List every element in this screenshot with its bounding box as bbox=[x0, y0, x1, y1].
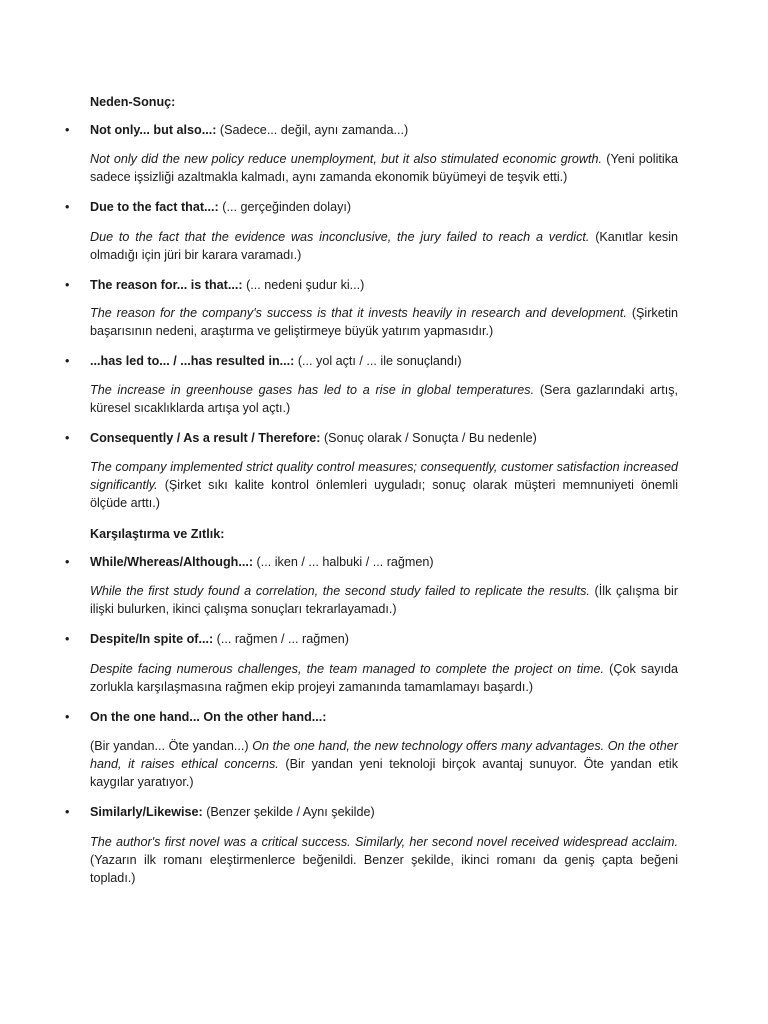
example-en: Not only did the new policy reduce unemployment, but it also stimulated economic growth. bbox=[90, 152, 602, 166]
meaning: (... gerçeğinden dolayı) bbox=[222, 200, 352, 214]
bullet-icon: • bbox=[65, 805, 70, 819]
example bbox=[90, 833, 678, 887]
example-en: On the one hand, the new technology offers many advantages. On the other hand, it raises ethical concerns. bbox=[90, 739, 679, 771]
list-item bbox=[65, 630, 678, 648]
bullet-icon: • bbox=[65, 354, 70, 368]
list-item bbox=[65, 708, 678, 726]
meaning: (... iken / ... halbuki / ... rağmen) bbox=[256, 555, 434, 569]
meaning: (Sadece... değil, aynı zamanda...) bbox=[219, 123, 409, 137]
term: The reason for... is that...: bbox=[90, 278, 243, 292]
example bbox=[90, 737, 678, 791]
meaning: (... yol açtı / ... ile sonuçlandı) bbox=[297, 354, 462, 368]
list-item bbox=[65, 352, 678, 370]
example bbox=[90, 228, 678, 264]
example bbox=[90, 660, 678, 696]
example-tr: (Bir yandan yeni teknoloji birçok avantaj sunuyor. Öte yandan etik kaygılar yaratıyor.) bbox=[90, 757, 679, 789]
term: Not only... but also...: bbox=[90, 123, 217, 137]
example bbox=[90, 458, 678, 512]
bullet-icon: • bbox=[65, 200, 70, 214]
bullet-icon: • bbox=[65, 632, 70, 646]
meaning: (Sonuç olarak / Sonuçta / Bu nedenle) bbox=[323, 431, 537, 445]
example-en: While the first study found a correlation, the second study failed to replicate the results. bbox=[90, 584, 590, 598]
list-item bbox=[65, 429, 678, 447]
list-item bbox=[65, 276, 678, 294]
bullet-icon: • bbox=[65, 123, 70, 137]
example-tr: (Sera gazlarındaki artış, küresel sıcaklıklarda artışa yol açtı.) bbox=[90, 383, 679, 415]
bullet-icon: • bbox=[65, 278, 70, 292]
term: Similarly/Likewise: bbox=[90, 805, 203, 819]
example-en: The increase in greenhouse gases has led to a rise in global temperatures. bbox=[90, 383, 535, 397]
list-item bbox=[65, 198, 678, 216]
section-heading: Karşılaştırma ve Zıtlık: bbox=[90, 527, 225, 541]
example-tr: (Şirketin başarısının nedeni, araştırma ve geliştirmeye büyük yatırım yapmasıdır.) bbox=[90, 306, 678, 338]
section-heading: Neden-Sonuç: bbox=[90, 95, 176, 109]
term: While/Whereas/Although...: bbox=[90, 555, 254, 569]
meaning: (... nedeni şudur ki...) bbox=[246, 278, 365, 292]
example-en: Despite facing numerous challenges, the team managed to complete the project on time. bbox=[90, 662, 604, 676]
list-item bbox=[65, 121, 678, 139]
example bbox=[90, 304, 678, 340]
list-item bbox=[65, 553, 678, 571]
example-en: The company implemented strict quality control measures; consequently, customer satisfaction increased significantly. bbox=[90, 460, 678, 492]
bullet-icon: • bbox=[65, 555, 70, 569]
example-tr: (Yeni politika sadece işsizliği azaltmakla kalmadı, aynı zamanda ekonomik büyümeyi de teşvik etti.) bbox=[90, 152, 679, 184]
meaning: (Benzer şekilde / Aynı şekilde) bbox=[206, 805, 375, 819]
bullet-icon: • bbox=[65, 431, 70, 445]
example bbox=[90, 150, 678, 186]
example-en: The reason for the company's success is that it invests heavily in research and development. bbox=[90, 306, 627, 320]
example-tr: (Kanıtlar kesin olmadığı için jüri bir karara varamadı.) bbox=[90, 230, 679, 262]
example-prefix: (Bir yandan... Öte yandan...) bbox=[90, 739, 249, 753]
example bbox=[90, 582, 678, 618]
bullet-icon: • bbox=[65, 710, 70, 724]
example-en: The author's first novel was a critical success. Similarly, her second novel received widespread acclaim. bbox=[90, 835, 678, 849]
meaning: (... rağmen / ... rağmen) bbox=[216, 632, 349, 646]
example-tr: (Yazarın ilk romanı eleştirmenlerce beğenildi. Benzer şekilde, ikinci romanı da geniş çapta beğeni topladı.) bbox=[90, 853, 678, 885]
example-tr: (Çok sayıda zorlukla karşılaşmasına rağmen ekip projeyi zamanında tamamlamayı başardı.) bbox=[90, 662, 678, 694]
term: Despite/In spite of...: bbox=[90, 632, 214, 646]
example-en: Due to the fact that the evidence was inconclusive, the jury failed to reach a verdict. bbox=[90, 230, 590, 244]
term: Consequently / As a result / Therefore: bbox=[90, 431, 321, 445]
list-item bbox=[65, 803, 678, 821]
term: Due to the fact that...: bbox=[90, 200, 219, 214]
example-tr: (Şirket sıkı kalite kontrol önlemleri uyguladı; sonuç olarak müşteri memnuniyeti önemli ölçüde arttı.) bbox=[90, 478, 679, 510]
term: On the one hand... On the other hand...: bbox=[90, 710, 327, 724]
example bbox=[90, 381, 678, 417]
example-tr: (İlk çalışma bir ilişki bulurken, ikinci çalışma sonuçları tekrarlayamadı.) bbox=[90, 584, 679, 616]
term: ...has led to... / ...has resulted in...: bbox=[90, 354, 295, 368]
